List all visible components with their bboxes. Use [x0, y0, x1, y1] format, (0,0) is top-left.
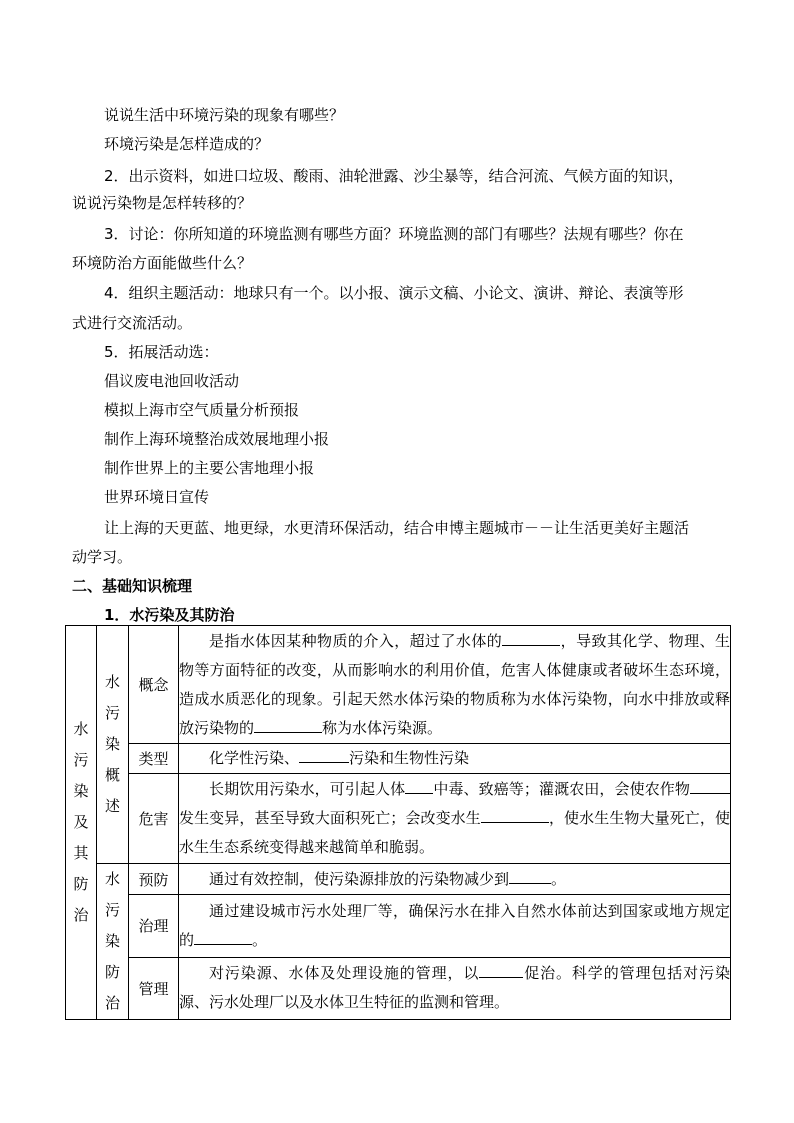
vertical-char: 及 [73, 813, 89, 831]
table-row [66, 895, 731, 957]
blank-field[interactable] [509, 867, 551, 884]
harm-text: 中毒、致癌等；灌溉农田，会使农作物 [433, 780, 690, 798]
harm-text: 发生变异，甚至导致大面积死亡；会改变水生 [179, 809, 481, 827]
water-pollution-table [65, 625, 731, 1020]
type-text: 化学性污染、 [209, 749, 300, 767]
vertical-char: 染 [104, 735, 120, 753]
vertical-char: 其 [73, 844, 89, 862]
vertical-char: 防 [104, 963, 120, 981]
treat-content [179, 895, 731, 957]
item-3-line-1: 3．讨论：你所知道的环境监测有哪些方面？环境监测的部门有哪些？法规有哪些？你在 [104, 225, 684, 243]
main-category-cell [66, 626, 97, 1020]
vertical-char: 污 [104, 901, 120, 919]
question-pollution-phenomena: 说说生活中环境污染的现象有哪些？ [104, 106, 345, 124]
table-row [66, 864, 731, 895]
harm-content [179, 774, 731, 864]
extension-activity: 倡议废电池回收活动 [104, 372, 240, 390]
vertical-char: 染 [73, 782, 89, 800]
overview-group-cell [97, 626, 129, 864]
item-5-heading: 5．拓展活动选： [104, 343, 219, 361]
control-group-cell [97, 864, 129, 1020]
vertical-char: 污 [73, 751, 89, 769]
vertical-char: 水 [104, 673, 120, 691]
blank-field[interactable] [690, 777, 730, 794]
harm-text: ，使水生生物大量死亡，使水生生态系统变得越来越简单和脆弱。 [179, 809, 730, 856]
prevent-content [179, 864, 731, 895]
prevent-label: 预防 [129, 864, 179, 895]
extension-activity: 世界环境日宣传 [104, 488, 210, 506]
manage-text: 对污染源、水体及处理设施的管理，以 [209, 964, 480, 983]
vertical-char: 染 [104, 932, 120, 950]
treat-text: 。 [252, 930, 268, 949]
manage-label: 管理 [129, 957, 179, 1019]
type-content [179, 744, 731, 774]
vertical-char: 治 [104, 994, 120, 1012]
harm-text: 长期饮用污染水，可引起人体 [209, 780, 406, 798]
blank-field[interactable] [254, 716, 322, 733]
manage-text: 促治。科学的管理包括对污染源、污水处理厂以及水体卫生特征的监测和管理。 [179, 964, 730, 1012]
manage-content [179, 957, 731, 1019]
prevent-text: 通过有效控制，使污染源排放的污染物减少到 [209, 869, 510, 888]
subsection-title: 1．水污染及其防治 [104, 606, 235, 624]
final-paragraph-line-2: 动学习。 [72, 548, 133, 566]
vertical-char: 水 [73, 720, 89, 738]
concept-text: ，导致其化学、物理、生物等方面特征的改变，从而影响水的利用价值，危害人体健康或者破坏生态环境，造成水质恶化的现象。引起天然水体污染的物质称为水体污染物，向水中排放或释放污染物的 [179, 631, 730, 737]
treat-text: 通过建设城市污水处理厂等，确保污水在排入自然水体前达到国家或地方规定的 [179, 901, 730, 949]
vertical-char: 污 [104, 704, 120, 722]
prevent-text: 。 [551, 869, 567, 888]
extension-activity: 模拟上海市空气质量分析预报 [104, 401, 300, 419]
extension-activity: 制作上海环境整治成效展地理小报 [104, 430, 330, 448]
item-2-line-2: 说说污染物是怎样转移的？ [72, 194, 253, 212]
blank-field[interactable] [502, 629, 560, 646]
concept-content [179, 626, 731, 744]
section-title: 二、基础知识梳理 [72, 577, 193, 595]
table-row [66, 774, 731, 864]
vertical-char: 水 [104, 870, 120, 888]
table-row [66, 626, 731, 744]
type-text: 污染和生物性污染 [349, 749, 470, 767]
item-4-line-1: 4．组织主题活动：地球只有一个。以小报、演示文稿、小论文、演讲、辩论、表演等形 [104, 284, 684, 302]
vertical-char: 治 [73, 906, 89, 924]
harm-label: 危害 [129, 774, 179, 864]
item-3-line-2: 环境防治方面能做些什么？ [72, 254, 253, 272]
table-row [66, 957, 731, 1019]
blank-field[interactable] [405, 777, 433, 794]
blank-field[interactable] [481, 806, 549, 823]
concept-label: 概念 [129, 626, 179, 744]
vertical-char: 述 [104, 797, 120, 815]
blank-field[interactable] [479, 961, 523, 978]
item-2-line-1: 2．出示资料，如进口垃圾、酸雨、油轮泄露、沙尘暴等，结合河流、气候方面的知识， [104, 167, 684, 185]
treat-label: 治理 [129, 895, 179, 957]
vertical-char: 防 [73, 875, 89, 893]
question-pollution-causes: 环境污染是怎样造成的？ [104, 135, 270, 153]
type-label: 类型 [129, 744, 179, 774]
table-row [66, 744, 731, 774]
extension-activity: 制作世界上的主要公害地理小报 [104, 459, 315, 477]
vertical-char: 概 [104, 766, 120, 784]
blank-field[interactable] [299, 746, 349, 763]
item-4-line-2: 式进行交流活动。 [72, 314, 193, 332]
concept-text: 是指水体因某种物质的介入，超过了水体的 [209, 631, 503, 650]
blank-field[interactable] [194, 928, 252, 945]
final-paragraph-line-1: 让上海的天更蓝、地更绿，水更清环保活动，结合申博主题城市－－让生活更美好主题活 [104, 519, 690, 537]
concept-text: 称为水体污染源。 [322, 718, 443, 737]
